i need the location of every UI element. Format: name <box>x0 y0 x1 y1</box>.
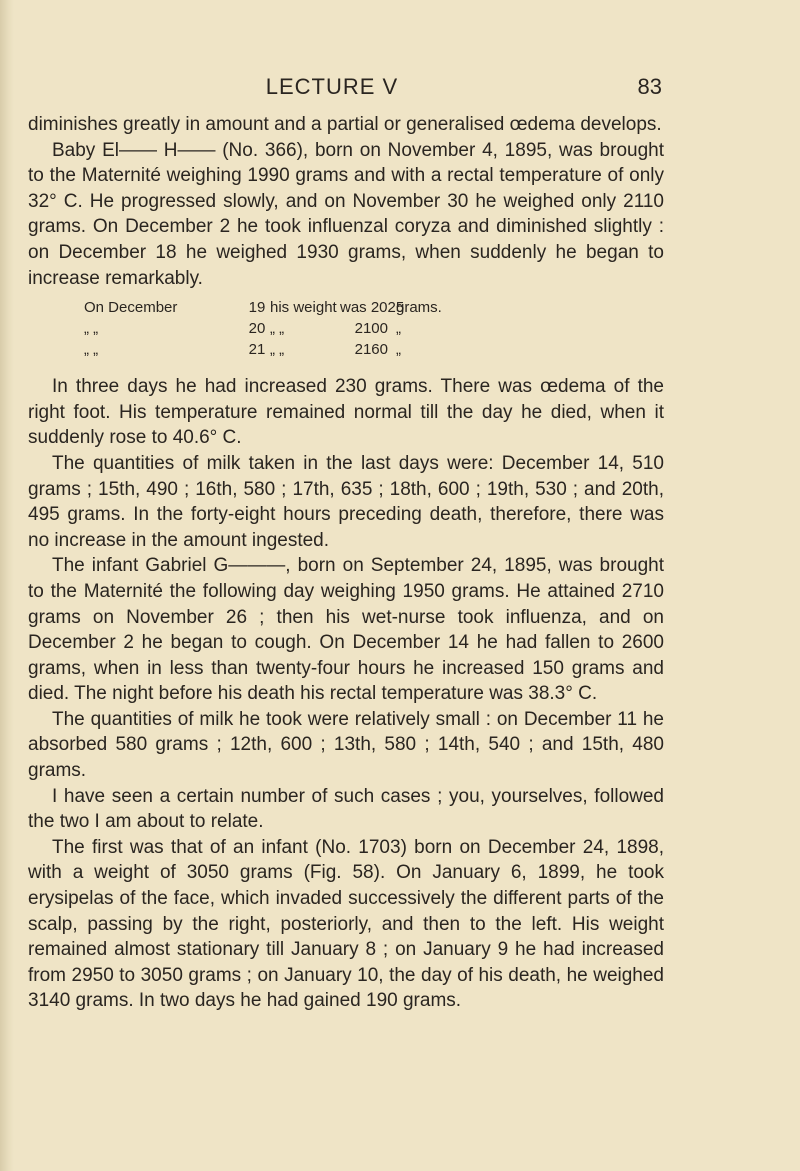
weight-table-cell: was 2025 <box>340 299 405 317</box>
paragraph: The first was that of an infant (No. 1703) born on December 24, 1898, with a weight of 3050 grams (Fig. 58). On January 6, 1899, he took erysipelas of the face, which invaded successively the different parts of the scalp, passing by the right, posteriorly, and then to the left. His weight remained almost stationary till January 8 ; on January 9 he had increased from 2950 to 3050 grams ; on January 10, the day of his death, he weighed 3140 grams. In two days he had gained 190 grams. <box>28 836 664 1012</box>
weight-table-cell: „ <box>396 341 401 359</box>
weight-table <box>84 297 664 360</box>
paragraph: The infant Gabriel G———, born on September 24, 1895, was brought to the Maternité the following day weighing 1950 grams. He attained 2710 grams on November 26 ; then his wet-nurse took influenza, and on December 2 he began to cough. On December 14 he had fallen to 2600 grams, when in less than twenty-four hours he increased 150 grams and died. The night before his death his rectal temperature was 38.3° C. <box>28 555 664 705</box>
weight-table-row <box>84 339 664 360</box>
weight-table-row <box>84 318 664 339</box>
body-text <box>28 112 664 1014</box>
weight-table-cell: „ „ <box>270 320 285 338</box>
weight-table-cell: „ <box>396 320 401 338</box>
paragraph: Baby El—— H—— (No. 366), born on November 4, 1895, was brought to the Maternité weighing 1990 grams and with a rectal temperature of only 32° C. He progressed slowly, and on November 30 he weighed only 2110 grams. On December 2 he took influenzal coryza and diminished slightly : on December 18 he weighed 1930 grams, when suddenly he began to increase remarkably. <box>28 139 664 289</box>
running-title: LECTURE V <box>265 74 399 99</box>
weight-table-cell: 21 <box>248 341 266 359</box>
weight-table-cell: On December <box>84 299 178 317</box>
weight-table-cell: his weight <box>270 299 337 317</box>
page-edge-shadow <box>0 0 14 1171</box>
paragraph: The quantities of milk taken in the last days were: December 14, 510 grams ; 15th, 490 ; 16th, 580 ; 17th, 635 ; 18th, 600 ; 19th, 530 ; and 20th, 495 grams. In the forty-eight hours preceding death, therefore, there was no increase in the amount ingested. <box>28 452 664 551</box>
weight-table-row <box>84 297 664 318</box>
weight-table-cell: „ „ <box>84 341 99 359</box>
paragraph: The quantities of milk he took were relatively small : on December 11 he absorbed 580 grams ; 12th, 600 ; 13th, 580 ; 14th, 540 ; and 15th, 480 grams. <box>28 708 664 782</box>
paragraph: I have seen a certain number of such cases ; you, yourselves, followed the two I am about to relate. <box>28 785 664 833</box>
paragraph: In three days he had increased 230 grams. There was œdema of the right foot. His temperature remained normal till the day he died, when it suddenly rose to 40.6° C. <box>28 376 664 449</box>
paragraph: diminishes greatly in amount and a partial or generalised œdema develops. <box>28 114 662 135</box>
weight-table-cell: „ „ <box>270 341 285 359</box>
weight-table-cell: „ „ <box>84 320 99 338</box>
weight-table-cell: grams. <box>396 299 442 317</box>
weight-table-cell: 2160 <box>354 341 388 359</box>
page-number: 83 <box>637 74 662 99</box>
weight-table-cell: 2100 <box>354 320 388 338</box>
weight-table-cell: 19 <box>248 299 266 317</box>
weight-table-cell: 20 <box>248 320 266 338</box>
page-header <box>0 74 800 104</box>
